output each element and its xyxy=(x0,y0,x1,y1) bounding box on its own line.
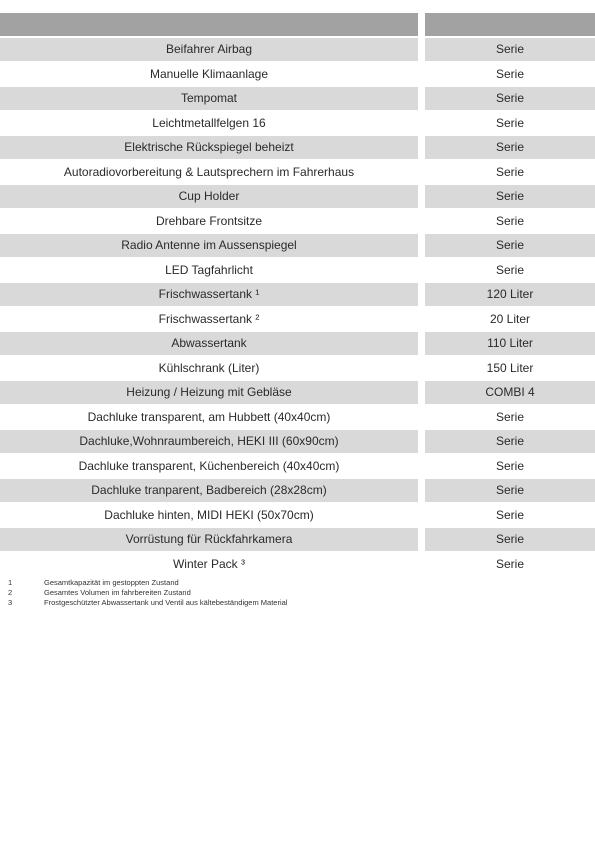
table-body xyxy=(0,38,595,575)
footnote-text: Frostgeschützter Abwassertank und Ventil aus kältebeständigem Material xyxy=(44,598,288,607)
feature-cell: Heizung / Heizung mit Gebläse xyxy=(0,381,418,404)
table-row xyxy=(0,87,595,110)
value-cell: Serie xyxy=(495,409,524,424)
table-row xyxy=(0,136,595,159)
feature-cell: LED Tagfahrlicht xyxy=(165,262,253,277)
feature-cell: Drehbare Frontsitze xyxy=(155,213,263,228)
feature-cell: Dachluke hinten, MIDI HEKI (50x70cm) xyxy=(104,507,314,522)
table-row xyxy=(0,406,595,429)
feature-cell: Frischwassertank ¹ xyxy=(0,283,418,306)
value-cell: Serie xyxy=(425,479,595,502)
feature-cell: Dachluke transparent, am Hubbett (40x40cm) xyxy=(87,409,331,424)
value-cell: Serie xyxy=(425,38,595,61)
header-feature-cell xyxy=(0,13,418,36)
value-cell: 20 Liter xyxy=(489,311,531,326)
table-row xyxy=(0,112,595,135)
value-cell: COMBI 4 xyxy=(425,381,595,404)
table-row xyxy=(0,38,595,61)
feature-cell: Beifahrer Airbag xyxy=(0,38,418,61)
value-cell: Serie xyxy=(495,66,524,81)
footnotes xyxy=(8,578,287,608)
feature-cell: Leichtmetallfelgen 16 xyxy=(152,115,266,130)
table-row xyxy=(0,332,595,355)
value-cell: Serie xyxy=(425,430,595,453)
footnote-number: 3 xyxy=(8,598,13,607)
value-cell: 150 Liter xyxy=(486,360,534,375)
table-row xyxy=(0,455,595,478)
value-cell: Serie xyxy=(495,213,524,228)
feature-cell: Elektrische Rückspiegel beheizt xyxy=(0,136,418,159)
footnote-number: 2 xyxy=(8,588,13,597)
table-row xyxy=(0,308,595,331)
value-cell: Serie xyxy=(425,234,595,257)
table-header xyxy=(0,13,595,36)
value-cell: Serie xyxy=(495,458,524,473)
table-row xyxy=(0,430,595,453)
footnote-number: 1 xyxy=(8,578,13,587)
value-cell: Serie xyxy=(425,136,595,159)
value-cell: 120 Liter xyxy=(425,283,595,306)
table-row xyxy=(0,161,595,184)
feature-cell: Frischwassertank ² xyxy=(158,311,260,326)
value-cell: Serie xyxy=(495,507,524,522)
table-row xyxy=(0,381,595,404)
table-row xyxy=(0,185,595,208)
feature-cell: Dachluke tranparent, Badbereich (28x28cm) xyxy=(0,479,418,502)
footnote-text: Gesamtes Volumen im fahrbereiten Zustand xyxy=(44,588,191,597)
table-row xyxy=(0,504,595,527)
value-cell: Serie xyxy=(425,87,595,110)
feature-cell: Winter Pack ³ xyxy=(172,556,245,571)
feature-cell: Cup Holder xyxy=(0,185,418,208)
table-row xyxy=(0,553,595,576)
table-row xyxy=(0,479,595,502)
feature-cell: Manuelle Klimaanlage xyxy=(149,66,269,81)
footnote xyxy=(8,578,287,588)
value-cell: Serie xyxy=(495,262,524,277)
table-row xyxy=(0,63,595,86)
footnote xyxy=(8,598,287,608)
feature-cell: Radio Antenne im Aussenspiegel xyxy=(0,234,418,257)
feature-cell: Autoradiovorbereitung & Lautsprechern im Fahrerhaus xyxy=(63,164,355,179)
value-cell: Serie xyxy=(425,185,595,208)
feature-cell: Dachluke transparent, Küchenbereich (40x40cm) xyxy=(78,458,340,473)
value-cell: Serie xyxy=(495,556,524,571)
value-cell: Serie xyxy=(495,164,524,179)
feature-cell: Kühlschrank (Liter) xyxy=(158,360,260,375)
value-cell: Serie xyxy=(425,528,595,551)
table-row xyxy=(0,283,595,306)
table-row xyxy=(0,259,595,282)
feature-cell: Tempomat xyxy=(0,87,418,110)
table-row xyxy=(0,357,595,380)
spec-table xyxy=(0,13,595,577)
feature-cell: Vorrüstung für Rückfahrkamera xyxy=(0,528,418,551)
table-row xyxy=(0,210,595,233)
table-row xyxy=(0,528,595,551)
value-cell: Serie xyxy=(495,115,524,130)
feature-cell: Abwassertank xyxy=(0,332,418,355)
header-value-cell xyxy=(425,13,595,36)
feature-cell: Dachluke,Wohnraumbereich, HEKI III (60x90cm) xyxy=(0,430,418,453)
footnote-text: Gesamtkapazität im gestoppten Zustand xyxy=(44,578,179,587)
value-cell: 110 Liter xyxy=(425,332,595,355)
footnote xyxy=(8,588,287,598)
table-row xyxy=(0,234,595,257)
